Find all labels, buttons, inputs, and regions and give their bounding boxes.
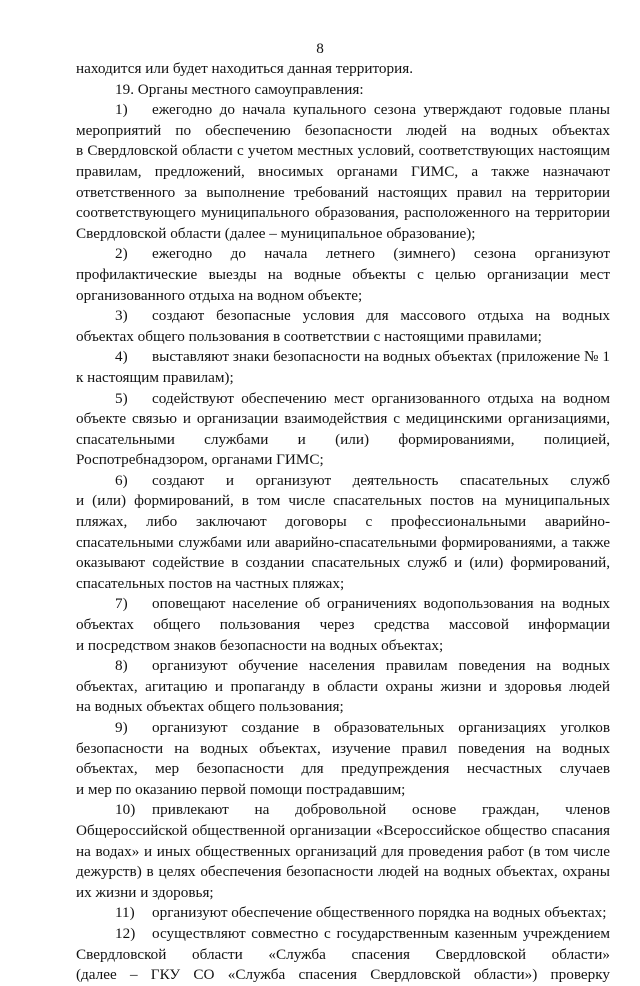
text-line: на водах» и иных общественных организаций для проведения работ (в том числе xyxy=(76,842,610,860)
text-line xyxy=(76,718,610,739)
text-line: Общероссийской общественной организации «Всероссийское общество спасания xyxy=(76,821,610,839)
list-item-text: привлекают на добровольной основе граждан, членов xyxy=(152,801,610,819)
text-line: спасательных постов на частных пляжах; xyxy=(76,574,345,592)
list-item-number: 3) xyxy=(115,307,128,325)
text-line: и мер по оказанию первой помощи пострадавшим; xyxy=(76,780,406,798)
list-item-text: выставляют знаки безопасности на водных объектах (приложение № 1 xyxy=(152,348,610,366)
text-line: правилам, предложений, вносимых органами ГИМС, а также назначают xyxy=(76,162,610,180)
text-line: спасательными службами и (или) формированиями, полицией, xyxy=(76,430,610,448)
text-line xyxy=(76,100,610,121)
list-item-text: оповещают население об ограничениях водопользования на водных xyxy=(152,595,610,613)
text-line: пляжах, либо заключают договоры с профессиональными аварийно- xyxy=(76,513,610,531)
text-line: Роспотребнадзором, органами ГИМС; xyxy=(76,451,324,469)
list-item-text: создают и организуют деятельность спасательных служб xyxy=(152,471,610,489)
text-line: находится или будет находиться данная территория. xyxy=(76,60,414,77)
list-item-text: осуществляют совместно с государственным казенным учреждением xyxy=(152,924,610,942)
text-line: мероприятий по обеспечению безопасности людей на водных объектах xyxy=(76,121,610,139)
text-line: дежурств) в целях обеспечения безопасности людей на водных объектах, охраны xyxy=(76,863,610,881)
list-item-text: содействуют обеспечению мест организованного отдыха на водном xyxy=(152,389,610,407)
list-item-number: 6) xyxy=(115,471,128,489)
text-line: на водных объектах общего пользования; xyxy=(76,698,344,716)
list-item-number: 4) xyxy=(115,348,128,366)
list-item-number: 9) xyxy=(115,719,128,736)
list-item-number: 8) xyxy=(115,657,128,675)
text-line: соответствующего муниципального образования, расположенного на территории xyxy=(76,204,610,222)
text-line: объектах, мер безопасности для предупреждения несчастных случаев xyxy=(76,760,610,778)
list-item-number: 11) xyxy=(115,904,135,922)
text-line xyxy=(76,800,610,821)
text-line: Свердловской области «Служба спасения Свердловской области» xyxy=(76,945,610,963)
list-item-number: 7) xyxy=(115,595,128,613)
text-line: профилактические выезды на водные объекты с целью организации мест xyxy=(76,265,610,283)
text-line: объектах общего пользования в соответствии с настоящими правилами; xyxy=(76,327,542,345)
text-line: объектах, агитацию и пропаганду в области охраны жизни и здоровья людей xyxy=(76,677,610,695)
list-item-number: 2) xyxy=(115,245,128,263)
list-item-text: ежегодно до начала летнего (зимнего) сезона организуют xyxy=(152,245,610,263)
text-line: объекте связью и организации взаимодействия с медицинскими организациями, xyxy=(76,410,610,428)
text-line: и посредством знаков безопасности на водных объектах; xyxy=(76,636,444,654)
list-item-text: организуют обучение населения правилам поведения на водных xyxy=(152,657,610,675)
list-item-text: создают безопасные условия для массового отдыха на водных xyxy=(152,307,610,325)
text-line: ответственного за выполнение требований настоящих правил на территории xyxy=(76,183,610,201)
text-line: 19. Органы местного самоуправления: xyxy=(115,80,364,98)
list-item-text: организуют создание в образовательных организациях уголков xyxy=(152,719,610,736)
list-item-text: ежегодно до начала купального сезона утверждают годовые планы xyxy=(152,101,610,119)
text-line: организованного отдыха на водном объекте; xyxy=(76,286,363,304)
text-line: объектах общего пользования через средства массовой информации xyxy=(76,616,610,634)
text-line xyxy=(76,306,610,327)
list-item-number: 5) xyxy=(115,389,128,407)
text-line xyxy=(76,924,610,945)
text-line xyxy=(76,656,610,677)
list-item-number: 10) xyxy=(115,801,136,819)
text-line: оказывают содействие в создании спасательных служб и (или) формирований, xyxy=(76,554,610,572)
list-item-text: организуют обеспечение общественного порядка на водных объектах; xyxy=(152,904,607,922)
text-line: безопасности на водных объектах, изучение правил поведения на водных xyxy=(76,739,610,757)
list-item-number: 12) xyxy=(115,924,136,942)
text-line xyxy=(76,594,610,615)
document-body xyxy=(76,59,610,986)
text-line: в Свердловской области с учетом местных условий, соответствующих настоящим xyxy=(76,142,610,160)
text-line: (далее – ГКУ СО «Служба спасения Свердловской области») проверку xyxy=(76,966,610,984)
list-item-number: 1) xyxy=(115,101,128,119)
text-line: к настоящим правилам); xyxy=(76,368,234,386)
text-line: и (или) формирований, в том числе спасательных постов на муниципальных xyxy=(76,492,610,510)
text-line xyxy=(76,244,610,265)
text-line: их жизни и здоровья; xyxy=(76,883,214,901)
text-line: Свердловской области (далее – муниципальное образование); xyxy=(76,224,476,242)
text-line: спасательными службами или аварийно-спасательными формированиями, а также xyxy=(76,534,610,551)
text-line xyxy=(76,347,610,368)
text-line xyxy=(76,389,610,410)
text-line xyxy=(76,903,610,924)
text-line xyxy=(76,471,610,492)
page-number: 8 xyxy=(316,40,324,57)
